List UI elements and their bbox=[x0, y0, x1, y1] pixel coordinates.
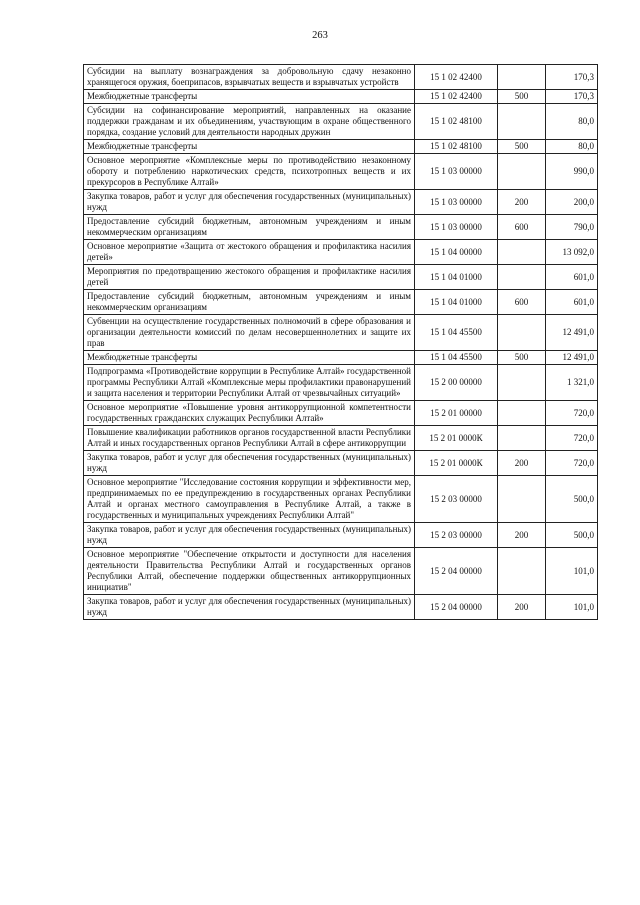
row-name-cell: Закупка товаров, работ и услуг для обеспечения государственных (муниципальных) нужд bbox=[84, 523, 415, 548]
row-name-cell: Субсидии на выплату вознаграждения за добровольную сдачу незаконно хранящегося оружия, боеприпасов, взрывчатых веществ и взрывчатых устройств bbox=[84, 65, 415, 90]
row-sum-cell: 720,0 bbox=[546, 401, 598, 426]
row-expense-type-cell: 200 bbox=[498, 595, 546, 620]
row-code-cell: 15 1 02 42400 bbox=[415, 65, 498, 90]
table-row bbox=[84, 140, 598, 154]
row-expense-type-cell: 200 bbox=[498, 190, 546, 215]
row-sum-cell: 500,0 bbox=[546, 476, 598, 523]
row-code-cell: 15 1 03 00000 bbox=[415, 154, 498, 190]
row-expense-type-cell bbox=[498, 548, 546, 595]
row-name-cell: Подпрограмма «Противодействие коррупции в Республике Алтай» государственной программы Республики Алтай «Комплексные меры профилактики правонарушений и защита населения и территории Республики Алтай от чрезвычайных ситуаций» bbox=[84, 365, 415, 401]
row-sum-cell: 101,0 bbox=[546, 548, 598, 595]
row-code-cell: 15 2 04 00000 bbox=[415, 595, 498, 620]
row-code-cell: 15 2 00 00000 bbox=[415, 365, 498, 401]
row-code-cell: 15 2 04 00000 bbox=[415, 548, 498, 595]
row-expense-type-cell: 600 bbox=[498, 290, 546, 315]
row-name-cell: Субсидии на софинансирование мероприятий, направленных на оказание поддержки гражданам и их объединениям, участвующим в охране общественного порядка, создание условий для деятельности народных дружин bbox=[84, 104, 415, 140]
row-name-cell: Предоставление субсидий бюджетным, автономным учреждениям и иным некоммерческим организациям bbox=[84, 215, 415, 240]
table-row bbox=[84, 315, 598, 351]
row-expense-type-cell bbox=[498, 240, 546, 265]
row-code-cell: 15 1 04 01000 bbox=[415, 265, 498, 290]
budget-table bbox=[83, 64, 598, 620]
table-row bbox=[84, 154, 598, 190]
row-expense-type-cell: 500 bbox=[498, 140, 546, 154]
budget-table-body bbox=[84, 65, 598, 620]
row-name-cell: Межбюджетные трансферты bbox=[84, 140, 415, 154]
row-code-cell: 15 2 03 00000 bbox=[415, 523, 498, 548]
row-expense-type-cell: 200 bbox=[498, 451, 546, 476]
row-name-cell: Основное мероприятие "Обеспечение открытости и доступности для населения деятельности Правительства Республики Алтай и государственных органов Республики Алтай, обеспечение поддержки общественных антикоррупционных инициатив" bbox=[84, 548, 415, 595]
row-name-cell: Повышение квалификации работников органов государственной власти Республики Алтай и иных государственных органов Республики Алтай в сфере антикоррупции bbox=[84, 426, 415, 451]
row-code-cell: 15 1 04 45500 bbox=[415, 351, 498, 365]
row-sum-cell: 790,0 bbox=[546, 215, 598, 240]
row-sum-cell: 1 321,0 bbox=[546, 365, 598, 401]
row-sum-cell: 170,3 bbox=[546, 90, 598, 104]
row-sum-cell: 601,0 bbox=[546, 290, 598, 315]
table-row bbox=[84, 65, 598, 90]
row-code-cell: 15 2 01 00000 bbox=[415, 401, 498, 426]
row-name-cell: Предоставление субсидий бюджетным, автономным учреждениям и иным некоммерческим организациям bbox=[84, 290, 415, 315]
table-row bbox=[84, 351, 598, 365]
row-name-cell: Основное мероприятие «Комплексные меры по противодействию незаконному обороту и потреблению наркотических средств, психотропных веществ и их прекурсоров в Республике Алтай» bbox=[84, 154, 415, 190]
row-expense-type-cell: 500 bbox=[498, 351, 546, 365]
row-code-cell: 15 1 02 48100 bbox=[415, 104, 498, 140]
row-name-cell: Мероприятия по предотвращению жестокого обращения и профилактике насилия детей bbox=[84, 265, 415, 290]
row-name-cell: Межбюджетные трансферты bbox=[84, 90, 415, 104]
row-sum-cell: 720,0 bbox=[546, 426, 598, 451]
row-expense-type-cell bbox=[498, 476, 546, 523]
row-sum-cell: 170,3 bbox=[546, 65, 598, 90]
row-expense-type-cell bbox=[498, 154, 546, 190]
row-code-cell: 15 2 03 00000 bbox=[415, 476, 498, 523]
row-name-cell: Закупка товаров, работ и услуг для обеспечения государственных (муниципальных) нужд bbox=[84, 595, 415, 620]
row-expense-type-cell: 500 bbox=[498, 90, 546, 104]
row-expense-type-cell bbox=[498, 65, 546, 90]
row-sum-cell: 12 491,0 bbox=[546, 315, 598, 351]
table-row bbox=[84, 451, 598, 476]
row-name-cell: Субвенции на осуществление государственных полномочий в сфере образования и организации деятельности комиссий по делам несовершеннолетних и защите их прав bbox=[84, 315, 415, 351]
row-sum-cell: 80,0 bbox=[546, 140, 598, 154]
row-expense-type-cell: 200 bbox=[498, 523, 546, 548]
page-number: 263 bbox=[312, 30, 328, 41]
row-expense-type-cell: 600 bbox=[498, 215, 546, 240]
row-expense-type-cell bbox=[498, 265, 546, 290]
table-row bbox=[84, 240, 598, 265]
table-row bbox=[84, 401, 598, 426]
row-sum-cell: 13 092,0 bbox=[546, 240, 598, 265]
table-row bbox=[84, 265, 598, 290]
row-code-cell: 15 1 03 00000 bbox=[415, 215, 498, 240]
table-row bbox=[84, 215, 598, 240]
table-row bbox=[84, 104, 598, 140]
row-expense-type-cell bbox=[498, 401, 546, 426]
row-code-cell: 15 1 02 48100 bbox=[415, 140, 498, 154]
table-row bbox=[84, 365, 598, 401]
row-name-cell: Закупка товаров, работ и услуг для обеспечения государственных (муниципальных) нужд bbox=[84, 451, 415, 476]
row-name-cell: Основное мероприятие "Исследование состояния коррупции и эффективности мер, предпринимаемых по ее предупреждению в государственных органах Республики Алтай и органах местного самоуправления в Республике Алтай, а также в государственных и муниципальных учреждениях Республики Алтай" bbox=[84, 476, 415, 523]
table-row bbox=[84, 290, 598, 315]
table-row bbox=[84, 523, 598, 548]
row-expense-type-cell bbox=[498, 315, 546, 351]
row-sum-cell: 720,0 bbox=[546, 451, 598, 476]
row-sum-cell: 990,0 bbox=[546, 154, 598, 190]
row-name-cell: Межбюджетные трансферты bbox=[84, 351, 415, 365]
row-expense-type-cell bbox=[498, 426, 546, 451]
row-sum-cell: 80,0 bbox=[546, 104, 598, 140]
table-row bbox=[84, 595, 598, 620]
row-sum-cell: 500,0 bbox=[546, 523, 598, 548]
table-row bbox=[84, 548, 598, 595]
row-code-cell: 15 2 01 0000К bbox=[415, 451, 498, 476]
row-sum-cell: 200,0 bbox=[546, 190, 598, 215]
row-expense-type-cell bbox=[498, 365, 546, 401]
row-code-cell: 15 1 04 01000 bbox=[415, 290, 498, 315]
row-code-cell: 15 1 04 45500 bbox=[415, 315, 498, 351]
table-row bbox=[84, 90, 598, 104]
row-name-cell: Закупка товаров, работ и услуг для обеспечения государственных (муниципальных) нужд bbox=[84, 190, 415, 215]
row-code-cell: 15 1 02 42400 bbox=[415, 90, 498, 104]
row-code-cell: 15 1 04 00000 bbox=[415, 240, 498, 265]
row-code-cell: 15 2 01 0000К bbox=[415, 426, 498, 451]
row-expense-type-cell bbox=[498, 104, 546, 140]
table-row bbox=[84, 476, 598, 523]
row-name-cell: Основное мероприятие «Защита от жестокого обращения и профилактика насилия детей» bbox=[84, 240, 415, 265]
row-sum-cell: 601,0 bbox=[546, 265, 598, 290]
table-row bbox=[84, 190, 598, 215]
row-sum-cell: 101,0 bbox=[546, 595, 598, 620]
row-name-cell: Основное мероприятие «Повышение уровня антикоррупционной компетентности государственных гражданских служащих Республики Алтай» bbox=[84, 401, 415, 426]
table-row bbox=[84, 426, 598, 451]
row-sum-cell: 12 491,0 bbox=[546, 351, 598, 365]
row-code-cell: 15 1 03 00000 bbox=[415, 190, 498, 215]
